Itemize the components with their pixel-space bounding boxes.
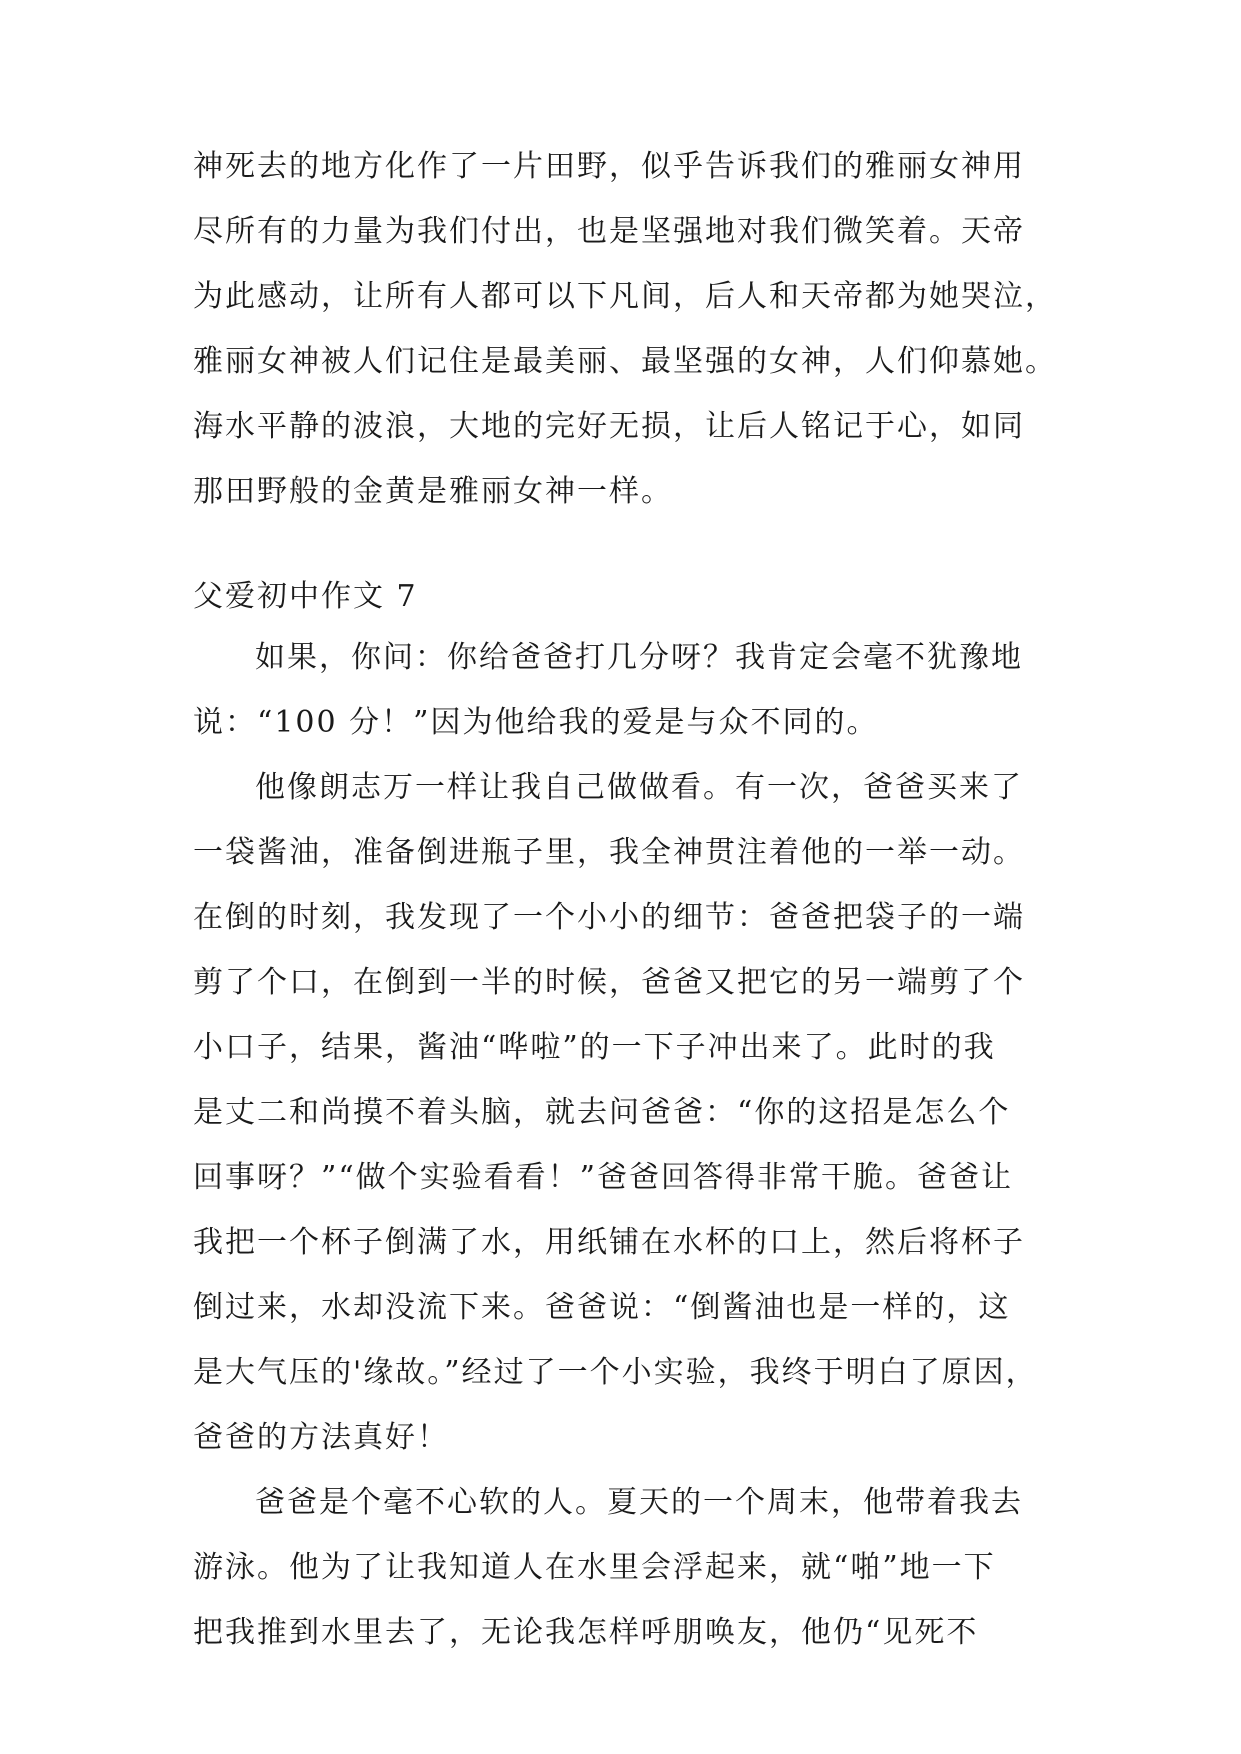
essay-title: 父爱初中作文 7 <box>193 579 418 614</box>
text-line: 回事呀？”“做个实验看看！”爸爸回答得非常干脆。爸爸让 <box>193 1160 1014 1195</box>
text-line: 游泳。他为了让我知道人在水里会浮起来，就“啪”地一下 <box>193 1550 996 1585</box>
text-line: 倒过来，水却没流下来。爸爸说：“倒酱油也是一样的，这 <box>193 1290 1011 1325</box>
text-line: 爸爸是个毫不心软的人。夏天的一个周末，他带着我去 <box>255 1485 1023 1520</box>
text-line: 他像朗志万一样让我自己做做看。有一次，爸爸买来了 <box>255 770 1023 805</box>
text-line: 在倒的时刻，我发现了一个小小的细节：爸爸把袋子的一端 <box>193 900 1025 935</box>
text-line: 为此感动，让所有人都可以下凡间，后人和天帝都为她哭泣， <box>193 279 1057 314</box>
text-line: 那田野般的金黄是雅丽女神一样。 <box>193 474 673 509</box>
text-line: 把我推到水里去了，无论我怎样呼朋唤友，他仍“见死不 <box>193 1615 979 1650</box>
text-line: 是丈二和尚摸不着头脑，就去问爸爸：“你的这招是怎么个 <box>193 1095 1011 1130</box>
text-line: 一袋酱油，准备倒进瓶子里，我全神贯注着他的一举一动。 <box>193 835 1025 870</box>
text-line: 小口子，结果，酱油“哗啦”的一下子冲出来了。此时的我 <box>193 1030 996 1065</box>
text-line: 如果，你问：你给爸爸打几分呀？我肯定会毫不犹豫地 <box>255 640 1023 675</box>
text-line: 雅丽女神被人们记住是最美丽、最坚强的女神，人们仰慕她。 <box>193 344 1057 379</box>
text-line: 我把一个杯子倒满了水，用纸铺在水杯的口上，然后将杯子 <box>193 1225 1025 1260</box>
text-line: 神死去的地方化作了一片田野，似乎告诉我们的雅丽女神用 <box>193 149 1025 184</box>
text-line: 是大气压的'缘故。”经过了一个小实验，我终于明白了原因， <box>193 1355 1038 1390</box>
text-line: 说：“100 分！”因为他给我的爱是与众不同的。 <box>193 705 879 740</box>
text-line: 海水平静的波浪，大地的完好无损，让后人铭记于心，如同 <box>193 409 1025 444</box>
text-line: 尽所有的力量为我们付出，也是坚强地对我们微笑着。天帝 <box>193 214 1025 249</box>
text-line: 爸爸的方法真好！ <box>193 1420 449 1455</box>
text-line: 剪了个口，在倒到一半的时候，爸爸又把它的另一端剪了个 <box>193 965 1025 1000</box>
